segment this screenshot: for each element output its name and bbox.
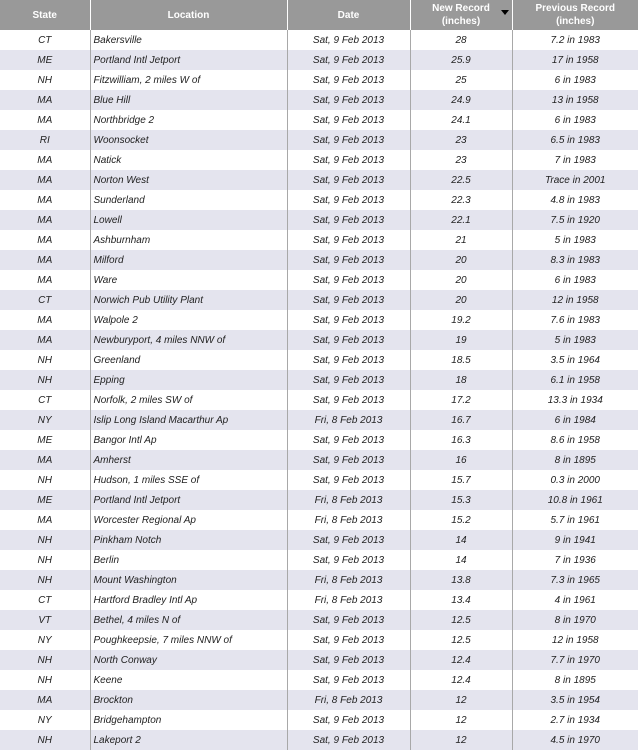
new-record-cell: 12.5 (410, 610, 512, 630)
location-cell: Brockton (90, 690, 287, 710)
header-row (0, 0, 638, 30)
previous-record-cell: 7 in 1936 (512, 550, 638, 570)
table-row (0, 710, 638, 730)
table-row (0, 270, 638, 290)
location-cell: Milford (90, 250, 287, 270)
location-cell: Islip Long Island Macarthur Ap (90, 410, 287, 430)
table-row (0, 50, 638, 70)
new-record-cell: 21 (410, 230, 512, 250)
location-cell: Woonsocket (90, 130, 287, 150)
header-date[interactable]: Date (287, 0, 410, 30)
date-cell: Sat, 9 Feb 2013 (287, 310, 410, 330)
table-row (0, 350, 638, 370)
date-cell: Sat, 9 Feb 2013 (287, 250, 410, 270)
location-cell: Newburyport, 4 miles NNW of (90, 330, 287, 350)
table-row (0, 30, 638, 50)
new-record-cell: 12.5 (410, 630, 512, 650)
state-cell: CT (0, 590, 90, 610)
location-cell: Sunderland (90, 190, 287, 210)
date-cell: Sat, 9 Feb 2013 (287, 650, 410, 670)
state-cell: ME (0, 50, 90, 70)
state-cell: MA (0, 190, 90, 210)
new-record-cell: 14 (410, 550, 512, 570)
header-new-record-label: New Record (inches) (432, 2, 490, 28)
new-record-cell: 23 (410, 130, 512, 150)
state-cell: MA (0, 150, 90, 170)
date-cell: Sat, 9 Feb 2013 (287, 70, 410, 90)
state-cell: MA (0, 450, 90, 470)
date-cell: Sat, 9 Feb 2013 (287, 370, 410, 390)
state-cell: NH (0, 730, 90, 750)
previous-record-cell: 2.7 in 1934 (512, 710, 638, 730)
date-cell: Sat, 9 Feb 2013 (287, 470, 410, 490)
date-cell: Sat, 9 Feb 2013 (287, 190, 410, 210)
table-row (0, 190, 638, 210)
date-cell: Sat, 9 Feb 2013 (287, 90, 410, 110)
date-cell: Sat, 9 Feb 2013 (287, 350, 410, 370)
new-record-cell: 22.1 (410, 210, 512, 230)
new-record-cell: 19.2 (410, 310, 512, 330)
location-cell: Bethel, 4 miles N of (90, 610, 287, 630)
state-cell: NH (0, 470, 90, 490)
date-cell: Sat, 9 Feb 2013 (287, 150, 410, 170)
date-cell: Sat, 9 Feb 2013 (287, 230, 410, 250)
state-cell: RI (0, 130, 90, 150)
previous-record-cell: 6.5 in 1983 (512, 130, 638, 150)
previous-record-cell: 6 in 1983 (512, 70, 638, 90)
location-cell: Lakeport 2 (90, 730, 287, 750)
new-record-cell: 22.5 (410, 170, 512, 190)
previous-record-cell: 4.8 in 1983 (512, 190, 638, 210)
header-state[interactable]: State (0, 0, 90, 30)
previous-record-cell: 8.3 in 1983 (512, 250, 638, 270)
date-cell: Sat, 9 Feb 2013 (287, 170, 410, 190)
state-cell: NH (0, 370, 90, 390)
new-record-cell: 14 (410, 530, 512, 550)
table-row (0, 650, 638, 670)
location-cell: Lowell (90, 210, 287, 230)
location-cell: Pinkham Notch (90, 530, 287, 550)
location-cell: Northbridge 2 (90, 110, 287, 130)
previous-record-cell: 7.2 in 1983 (512, 30, 638, 50)
previous-record-cell: 9 in 1941 (512, 530, 638, 550)
previous-record-cell: 7.5 in 1920 (512, 210, 638, 230)
new-record-cell: 16.7 (410, 410, 512, 430)
new-record-cell: 12.4 (410, 650, 512, 670)
previous-record-cell: Trace in 2001 (512, 170, 638, 190)
new-record-cell: 24.1 (410, 110, 512, 130)
table-row (0, 510, 638, 530)
date-cell: Sat, 9 Feb 2013 (287, 50, 410, 70)
table-row (0, 390, 638, 410)
table-row (0, 450, 638, 470)
location-cell: Keene (90, 670, 287, 690)
table-row (0, 430, 638, 450)
location-cell: Bangor Intl Ap (90, 430, 287, 450)
table-row (0, 610, 638, 630)
table-row (0, 670, 638, 690)
table-row (0, 590, 638, 610)
state-cell: MA (0, 310, 90, 330)
state-cell: MA (0, 230, 90, 250)
state-cell: NH (0, 650, 90, 670)
state-cell: MA (0, 90, 90, 110)
new-record-cell: 18.5 (410, 350, 512, 370)
date-cell: Sat, 9 Feb 2013 (287, 330, 410, 350)
new-record-cell: 28 (410, 30, 512, 50)
previous-record-cell: 6 in 1983 (512, 110, 638, 130)
previous-record-cell: 12 in 1958 (512, 630, 638, 650)
previous-record-cell: 7 in 1983 (512, 150, 638, 170)
new-record-cell: 12.4 (410, 670, 512, 690)
table-body (0, 30, 638, 750)
table-row (0, 250, 638, 270)
new-record-cell: 13.8 (410, 570, 512, 590)
table-row (0, 370, 638, 390)
location-cell: Ware (90, 270, 287, 290)
header-new-record[interactable] (410, 0, 512, 30)
location-cell: Hartford Bradley Intl Ap (90, 590, 287, 610)
date-cell: Sat, 9 Feb 2013 (287, 450, 410, 470)
new-record-cell: 15.7 (410, 470, 512, 490)
date-cell: Sat, 9 Feb 2013 (287, 530, 410, 550)
location-cell: Poughkeepsie, 7 miles NNW of (90, 630, 287, 650)
previous-record-cell: 10.8 in 1961 (512, 490, 638, 510)
date-cell: Sat, 9 Feb 2013 (287, 670, 410, 690)
location-cell: Norton West (90, 170, 287, 190)
location-cell: Bakersville (90, 30, 287, 50)
new-record-cell: 12 (410, 690, 512, 710)
previous-record-cell: 8 in 1895 (512, 670, 638, 690)
new-record-cell: 20 (410, 290, 512, 310)
state-cell: NH (0, 530, 90, 550)
sort-descending-icon (501, 10, 509, 15)
date-cell: Fri, 8 Feb 2013 (287, 410, 410, 430)
state-cell: NH (0, 670, 90, 690)
location-cell: Mount Washington (90, 570, 287, 590)
state-cell: NH (0, 570, 90, 590)
previous-record-cell: 7.6 in 1983 (512, 310, 638, 330)
location-cell: Ashburnham (90, 230, 287, 250)
date-cell: Sat, 9 Feb 2013 (287, 110, 410, 130)
new-record-cell: 23 (410, 150, 512, 170)
table-row (0, 150, 638, 170)
new-record-cell: 25 (410, 70, 512, 90)
previous-record-cell: 8 in 1970 (512, 610, 638, 630)
location-cell: Worcester Regional Ap (90, 510, 287, 530)
new-record-cell: 25.9 (410, 50, 512, 70)
state-cell: NH (0, 350, 90, 370)
state-cell: MA (0, 690, 90, 710)
location-cell: Fitzwilliam, 2 miles W of (90, 70, 287, 90)
table-row (0, 90, 638, 110)
new-record-cell: 20 (410, 250, 512, 270)
header-previous-record[interactable]: Previous Record (inches) (512, 0, 638, 30)
new-record-cell: 16 (410, 450, 512, 470)
location-cell: Hudson, 1 miles SSE of (90, 470, 287, 490)
previous-record-cell: 6.1 in 1958 (512, 370, 638, 390)
previous-record-cell: 7.3 in 1965 (512, 570, 638, 590)
previous-record-cell: 6 in 1983 (512, 270, 638, 290)
previous-record-cell: 5 in 1983 (512, 230, 638, 250)
state-cell: VT (0, 610, 90, 630)
previous-record-cell: 0.3 in 2000 (512, 470, 638, 490)
previous-record-cell: 4.5 in 1970 (512, 730, 638, 750)
new-record-cell: 17.2 (410, 390, 512, 410)
table-row (0, 630, 638, 650)
state-cell: MA (0, 510, 90, 530)
location-cell: Walpole 2 (90, 310, 287, 330)
new-record-cell: 13.4 (410, 590, 512, 610)
table-row (0, 170, 638, 190)
previous-record-cell: 3.5 in 1954 (512, 690, 638, 710)
location-cell: Natick (90, 150, 287, 170)
state-cell: MA (0, 110, 90, 130)
state-cell: NY (0, 410, 90, 430)
previous-record-cell: 5 in 1983 (512, 330, 638, 350)
previous-record-cell: 8 in 1895 (512, 450, 638, 470)
previous-record-cell: 5.7 in 1961 (512, 510, 638, 530)
state-cell: NY (0, 630, 90, 650)
table-row (0, 470, 638, 490)
previous-record-cell: 13.3 in 1934 (512, 390, 638, 410)
new-record-cell: 16.3 (410, 430, 512, 450)
date-cell: Sat, 9 Feb 2013 (287, 270, 410, 290)
state-cell: MA (0, 330, 90, 350)
previous-record-cell: 8.6 in 1958 (512, 430, 638, 450)
new-record-cell: 15.3 (410, 490, 512, 510)
date-cell: Sat, 9 Feb 2013 (287, 210, 410, 230)
table-row (0, 290, 638, 310)
location-cell: Amherst (90, 450, 287, 470)
date-cell: Fri, 8 Feb 2013 (287, 590, 410, 610)
date-cell: Sat, 9 Feb 2013 (287, 30, 410, 50)
table-row (0, 530, 638, 550)
date-cell: Sat, 9 Feb 2013 (287, 550, 410, 570)
table-header (0, 0, 638, 30)
state-cell: MA (0, 170, 90, 190)
previous-record-cell: 6 in 1984 (512, 410, 638, 430)
previous-record-cell: 4 in 1961 (512, 590, 638, 610)
date-cell: Fri, 8 Feb 2013 (287, 690, 410, 710)
date-cell: Fri, 8 Feb 2013 (287, 490, 410, 510)
new-record-cell: 22.3 (410, 190, 512, 210)
date-cell: Sat, 9 Feb 2013 (287, 130, 410, 150)
new-record-cell: 18 (410, 370, 512, 390)
state-cell: NH (0, 70, 90, 90)
previous-record-cell: 3.5 in 1964 (512, 350, 638, 370)
location-cell: Blue Hill (90, 90, 287, 110)
table-row (0, 310, 638, 330)
location-cell: Greenland (90, 350, 287, 370)
location-cell: Portland Intl Jetport (90, 490, 287, 510)
date-cell: Fri, 8 Feb 2013 (287, 570, 410, 590)
new-record-cell: 12 (410, 710, 512, 730)
table-row (0, 410, 638, 430)
table-row (0, 130, 638, 150)
location-cell: Norfolk, 2 miles SW of (90, 390, 287, 410)
location-cell: North Conway (90, 650, 287, 670)
location-cell: Portland Intl Jetport (90, 50, 287, 70)
table-row (0, 570, 638, 590)
new-record-cell: 24.9 (410, 90, 512, 110)
state-cell: MA (0, 210, 90, 230)
date-cell: Sat, 9 Feb 2013 (287, 610, 410, 630)
previous-record-cell: 17 in 1958 (512, 50, 638, 70)
table-row (0, 210, 638, 230)
table-row (0, 230, 638, 250)
state-cell: ME (0, 430, 90, 450)
date-cell: Sat, 9 Feb 2013 (287, 630, 410, 650)
date-cell: Sat, 9 Feb 2013 (287, 730, 410, 750)
table-row (0, 330, 638, 350)
new-record-cell: 12 (410, 730, 512, 750)
location-cell: Bridgehampton (90, 710, 287, 730)
state-cell: CT (0, 390, 90, 410)
table-row (0, 110, 638, 130)
state-cell: NY (0, 710, 90, 730)
table-row (0, 490, 638, 510)
state-cell: ME (0, 490, 90, 510)
header-location[interactable]: Location (90, 0, 287, 30)
state-cell: CT (0, 290, 90, 310)
new-record-cell: 20 (410, 270, 512, 290)
date-cell: Sat, 9 Feb 2013 (287, 430, 410, 450)
table-row (0, 730, 638, 750)
table-row (0, 550, 638, 570)
date-cell: Sat, 9 Feb 2013 (287, 390, 410, 410)
date-cell: Fri, 8 Feb 2013 (287, 510, 410, 530)
location-cell: Norwich Pub Utility Plant (90, 290, 287, 310)
new-record-cell: 15.2 (410, 510, 512, 530)
previous-record-cell: 13 in 1958 (512, 90, 638, 110)
state-cell: MA (0, 250, 90, 270)
state-cell: NH (0, 550, 90, 570)
previous-record-cell: 7.7 in 1970 (512, 650, 638, 670)
table-row (0, 690, 638, 710)
location-cell: Berlin (90, 550, 287, 570)
location-cell: Epping (90, 370, 287, 390)
state-cell: CT (0, 30, 90, 50)
date-cell: Sat, 9 Feb 2013 (287, 710, 410, 730)
previous-record-cell: 12 in 1958 (512, 290, 638, 310)
table-row (0, 70, 638, 90)
state-cell: MA (0, 270, 90, 290)
new-record-cell: 19 (410, 330, 512, 350)
date-cell: Sat, 9 Feb 2013 (287, 290, 410, 310)
